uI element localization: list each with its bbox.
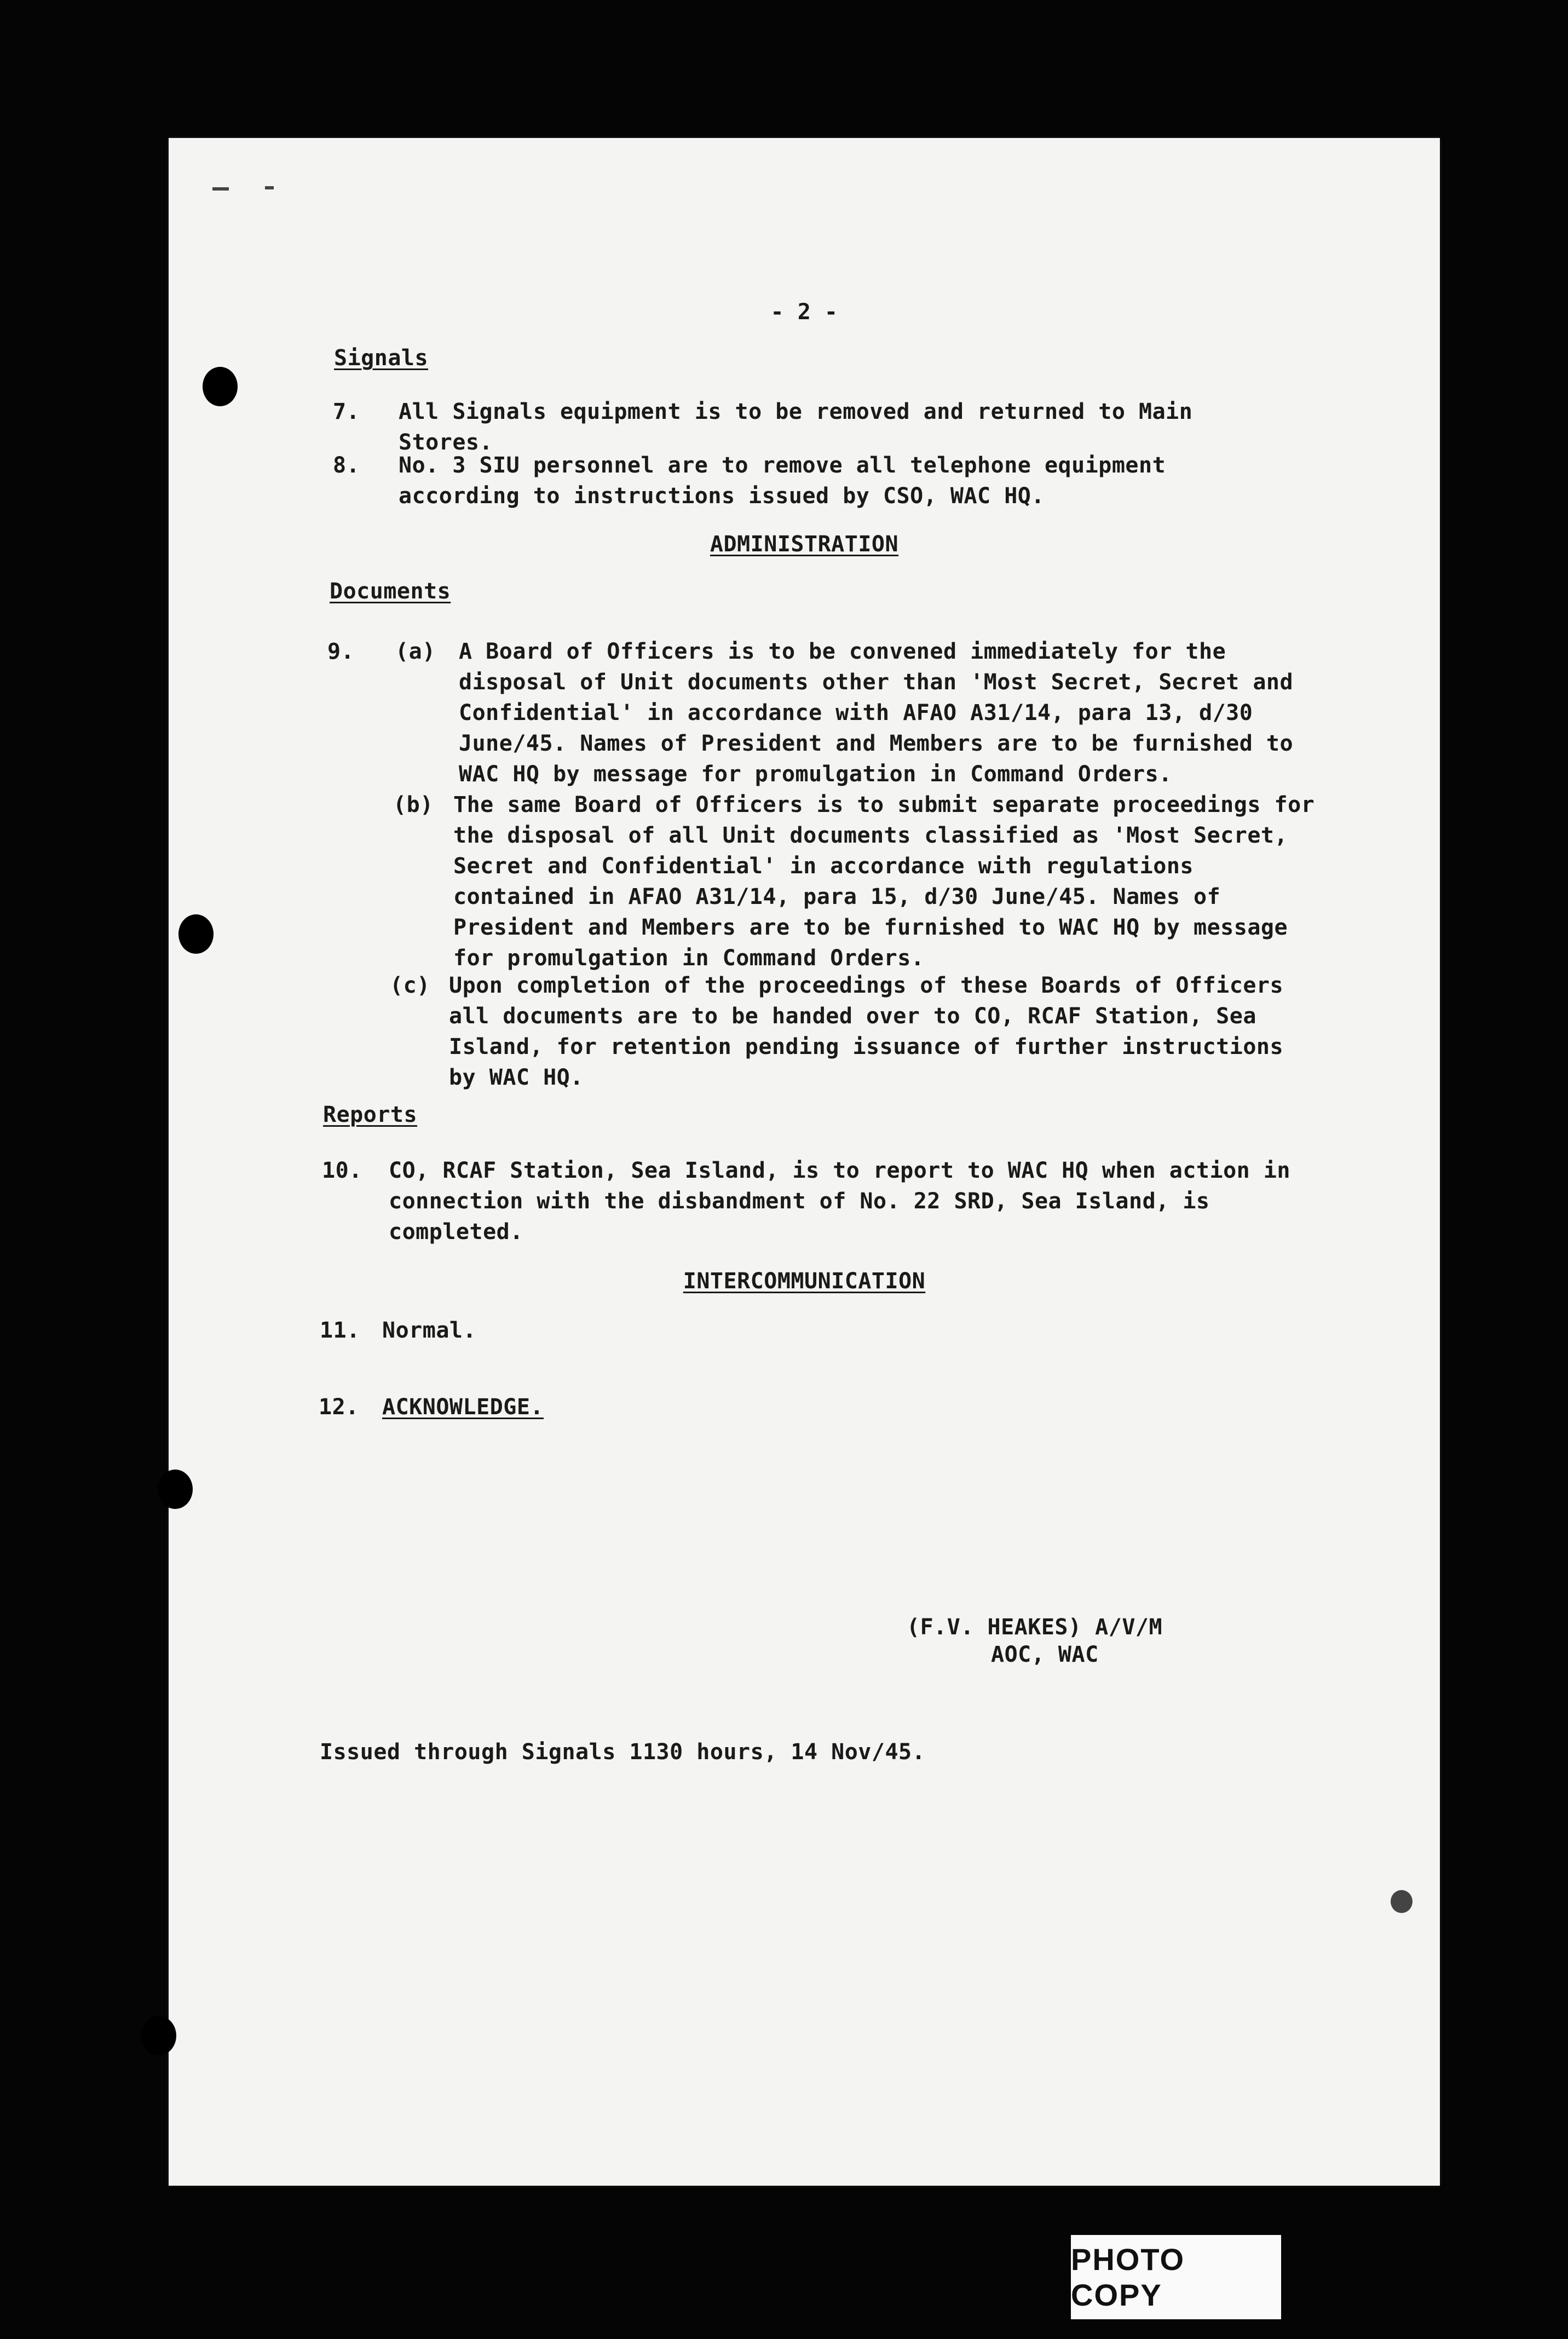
punch-hole [158, 1470, 193, 1509]
paragraph-number: 8. [333, 453, 360, 478]
signature-title: AOC, WAC [991, 1642, 1099, 1667]
punch-hole [203, 367, 238, 406]
paragraph-number: 9. [327, 639, 355, 664]
paragraph-number: 12. [319, 1395, 359, 1420]
paragraph-7: All Signals equipment is to be removed and returned to Main Stores. [399, 399, 1193, 455]
paragraph-number: 7. [333, 399, 360, 424]
signature-name: (F.V. HEAKES) A/V/M [907, 1615, 1163, 1640]
punch-hole [141, 2016, 176, 2055]
intercommunication-heading: INTERCOMMUNICATION [683, 1269, 926, 1294]
paragraph-11: Normal. [382, 1318, 477, 1343]
paragraph-9c: Upon completion of the proceedings of these Boards of Officers all documents are to be handed over to CO, RCAF Station, Sea Island, for retention pending issuance of further instructions by WAC HQ. [449, 973, 1284, 1090]
punch-hole [178, 914, 214, 954]
subparagraph-label: (b) [393, 792, 434, 817]
reports-heading: Reports [323, 1102, 418, 1127]
paragraph-12: ACKNOWLEDGE. [382, 1395, 544, 1420]
photocopy-stamp: PHOTO COPY [1071, 2235, 1281, 2319]
paragraph-9b: The same Board of Officers is to submit separate proceedings for the disposal of all Unit documents classified as 'Most Secret, Secret and Confidential' in accordance with regulations contained in AFAO A31/14, para 15, d/30 June/45. Names of President and Members are to be furnished to WAC HQ by message for promulgation in Command Orders. [453, 792, 1315, 971]
page-number: - 2 - [770, 299, 838, 325]
issued-line: Issued through Signals 1130 hours, 14 Nov/45. [320, 1739, 926, 1765]
subparagraph-label: (a) [395, 639, 436, 664]
subparagraph-label: (c) [390, 973, 430, 998]
scan-mark [265, 186, 274, 189]
administration-heading: ADMINISTRATION [710, 532, 899, 557]
document-page [169, 138, 1440, 2186]
scan-mark [1391, 1890, 1413, 1913]
scan-mark [212, 187, 229, 191]
signals-heading: Signals [334, 345, 429, 371]
paragraph-8: No. 3 SIU personnel are to remove all telephone equipment according to instructions issued by CSO, WAC HQ. [399, 453, 1166, 509]
documents-heading: Documents [330, 579, 451, 604]
paragraph-9a: A Board of Officers is to be convened immediately for the disposal of Unit documents other than 'Most Secret, Secret and Confidential' in accordance with AFAO A31/14, para 13, d/30 June/45. Names of President and Members are to be furnished to WAC HQ by message for promulgation in Command Orders. [459, 639, 1294, 787]
paragraph-10: CO, RCAF Station, Sea Island, is to report to WAC HQ when action in connection with the disbandment of No. 22 SRD, Sea Island, is completed. [389, 1158, 1290, 1245]
paragraph-number: 11. [320, 1318, 360, 1343]
paragraph-number: 10. [322, 1158, 362, 1183]
